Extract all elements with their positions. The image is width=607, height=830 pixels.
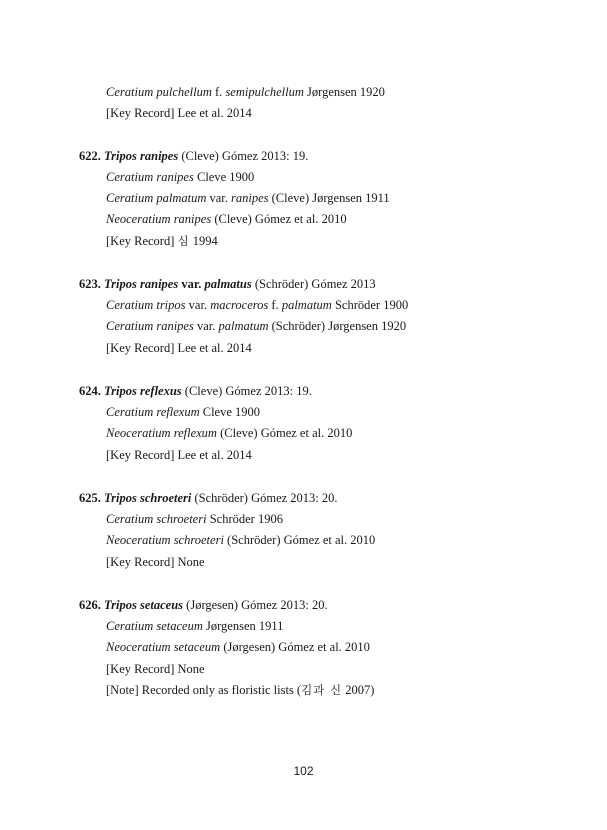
synonym-line: Neoceratium reflexum (Cleve) Gómez et al. 2010 xyxy=(106,426,353,440)
species-entry-626: 626. Tripos setaceus (Jørgesen) Gómez 2013: 20. xyxy=(79,598,328,612)
synonym-line: Neoceratium setaceum (Jørgesen) Gómez et al. 2010 xyxy=(106,640,370,654)
synonym-line: Ceratium reflexum Cleve 1900 xyxy=(106,405,261,419)
species-entry-624: 624. Tripos reflexus (Cleve) Gómez 2013: 19. xyxy=(79,384,312,398)
synonym-line: Ceratium tripos var. macroceros f. palmatum Schröder 1900 xyxy=(106,298,409,312)
synonym-line: Ceratium setaceum Jørgensen 1911 xyxy=(106,619,284,633)
synonym-line: Neoceratium schroeteri (Schröder) Gómez et al. 2010 xyxy=(106,533,376,547)
key-record-line: [Key Record] Lee et al. 2014 xyxy=(106,106,252,120)
synonym-line: Neoceratium ranipes (Cleve) Gómez et al. 2010 xyxy=(106,212,347,226)
page-number: 102 xyxy=(293,764,314,778)
synonym-line: Ceratium ranipes var. palmatum (Schröder) Jørgensen 1920 xyxy=(106,319,407,333)
species-entry-623: 623. Tripos ranipes var. palmatus (Schröder) Gómez 2013 xyxy=(79,277,376,291)
note-line: [Note] Recorded only as floristic lists (김과 신 2007) xyxy=(106,683,375,697)
key-record-line: [Key Record] None xyxy=(106,555,205,569)
key-record-line: [Key Record] None xyxy=(106,662,205,676)
synonym-line: Ceratium pulchellum f. semipulchellum Jørgensen 1920 xyxy=(106,85,385,99)
key-record-line: [Key Record] Lee et al. 2014 xyxy=(106,341,252,355)
synonym-line: Ceratium palmatum var. ranipes (Cleve) Jørgensen 1911 xyxy=(106,191,390,205)
synonym-line: Ceratium schroeteri Schröder 1906 xyxy=(106,512,283,526)
species-entry-622: 622. Tripos ranipes (Cleve) Gómez 2013: 19. xyxy=(79,149,309,163)
key-record-line: [Key Record] Lee et al. 2014 xyxy=(106,448,252,462)
species-entry-625: 625. Tripos schroeteri (Schröder) Gómez 2013: 20. xyxy=(79,491,338,505)
synonym-line: Ceratium ranipes Cleve 1900 xyxy=(106,170,255,184)
key-record-line: [Key Record] 심 1994 xyxy=(106,234,218,248)
